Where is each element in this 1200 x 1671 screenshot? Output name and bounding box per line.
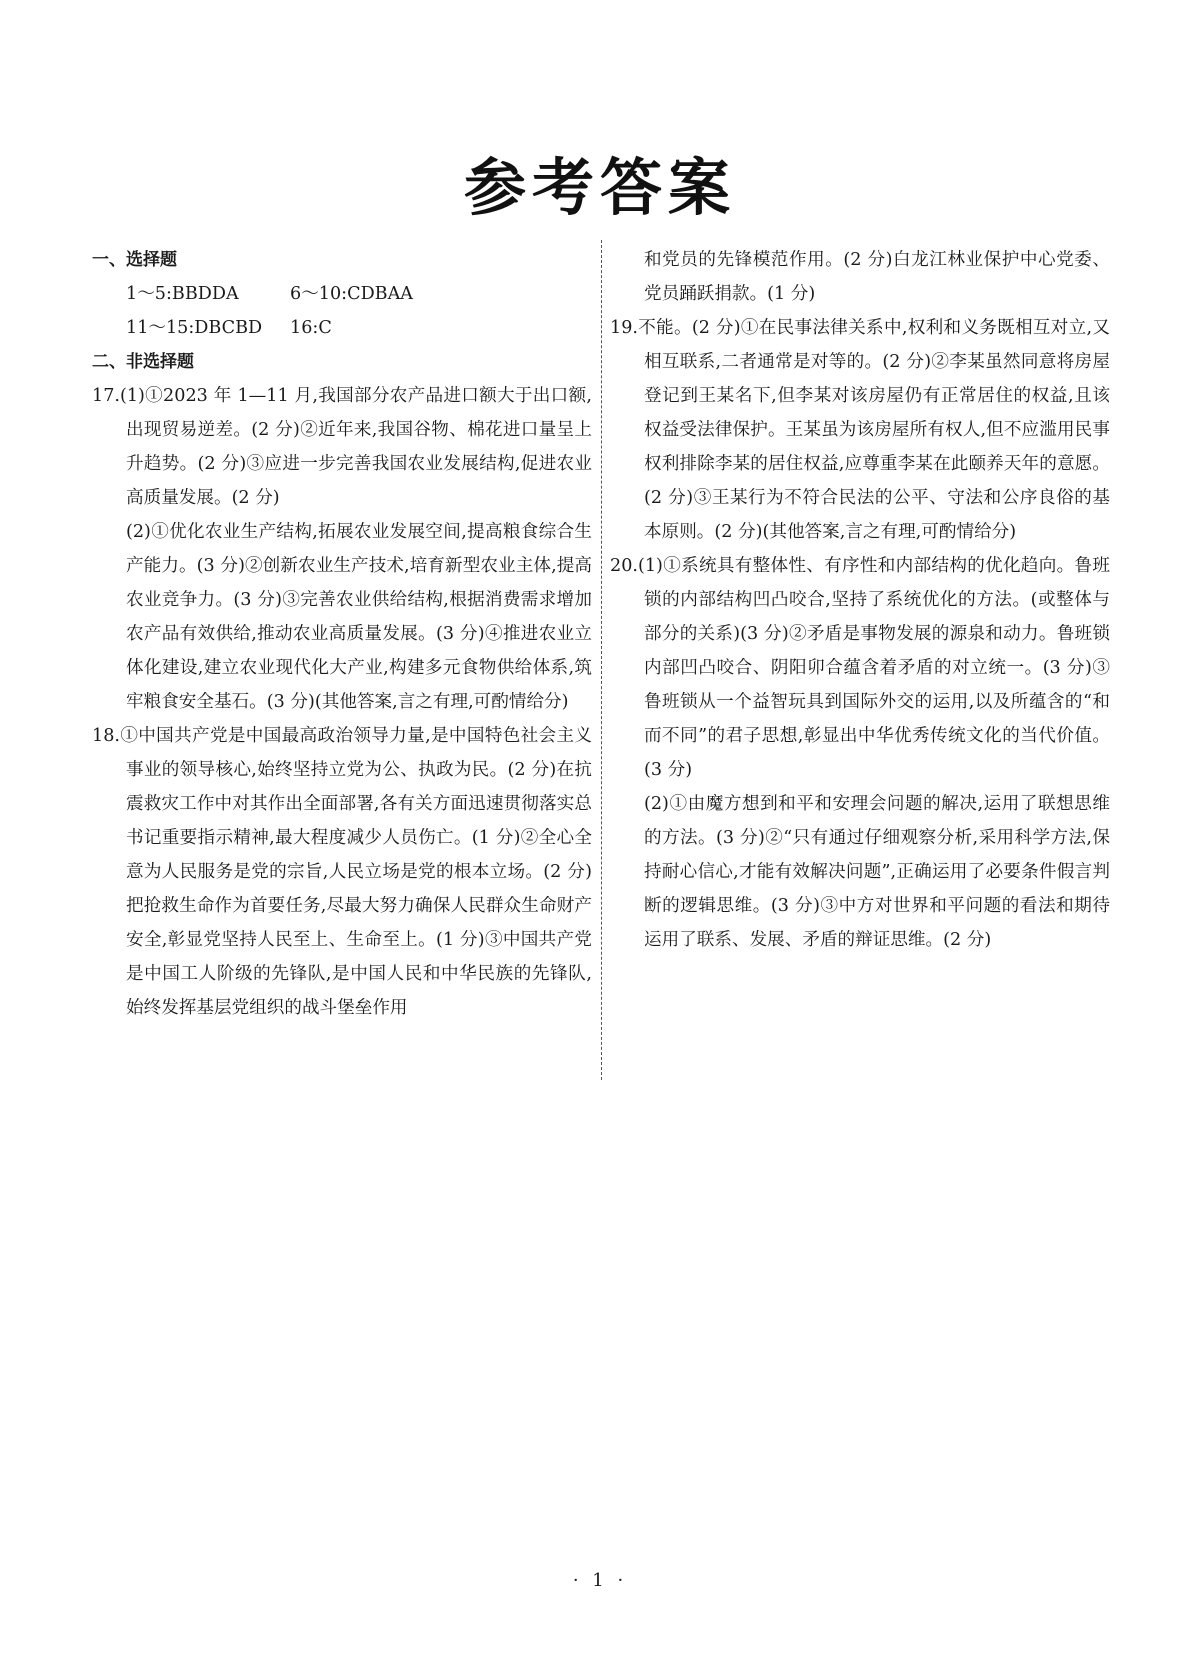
choice-answers-group: 11～15:DBCBD [126, 318, 263, 338]
column-divider [601, 240, 602, 1080]
answer-q20-part1: 20.(1)①系统具有整体性、有序性和内部结构的优化趋向。鲁班锁的内部结构凹凸咬合,坚持了系统优化的方法。(或整体与部分的关系)(3 分)②矛盾是事物发展的源泉和动力。鲁班锁内部凹凸咬合、阴阳卯合蕴含着矛盾的对立统一。(3 分)③鲁班锁从一个益智玩具到国际外交的运用,以及所蕴含的“和而不同”的君子思想,彰显出中华优秀传统文化的当代价值。(3 分) [610, 556, 1110, 780]
choice-answers-group: 16:C [290, 318, 332, 338]
choice-answers-group: 1～5:BBDDA [126, 284, 239, 304]
page-number: · 1 · [572, 1570, 628, 1591]
page-title: 参考答案 [463, 151, 736, 224]
left-column [92, 243, 592, 1025]
answer-q18-part1: 18.①中国共产党是中国最高政治领导力量,是中国特色社会主义事业的领导核心,始终坚持立党为公、执政为民。(2 分)在抗震救灾工作中对其作出全面部署,各有关方面迅速贯彻落实总书记重要指示精神,最大程度减少人员伤亡。(1 分)②全心全意为人民服务是党的宗旨,人民立场是党的根本立场。(2 分)把抢救生命作为首要任务,尽最大努力确保人民群众生命财产安全,彰显党坚持人民至上、生命至上。(1 分)③中国共产党是中国工人阶级的先锋队,是中国人民和中华民族的先锋队,始终发挥基层党组织的战斗堡垒作用 [92, 726, 592, 1018]
answer-q20-part2: (2)①由魔方想到和平和安理会问题的解决,运用了联想思维的方法。(3 分)②“只有通过仔细观察分析,采用科学方法,保持耐心信心,才能有效解决问题”,正确运用了必要条件假言判断的逻辑思维。(3 分)③中方对世界和平问题的看法和期待运用了联系、发展、矛盾的辩证思维。(2 分) [644, 794, 1110, 950]
choice-answers-row-2 [92, 311, 592, 345]
answer-q19: 19.不能。(2 分)①在民事法律关系中,权利和义务既相互对立,又相互联系,二者通常是对等的。(2 分)②李某虽然同意将房屋登记到王某名下,但李某对该房屋仍有正常居住的权益,且该权益受法律保护。王某虽为该房屋所有权人,但不应滥用民事权利排除李某的居住权益,应尊重李某在此颐养天年的意愿。(2 分)③王某行为不符合民法的公平、守法和公序良俗的基本原则。(2 分)(其他答案,言之有理,可酌情给分) [610, 318, 1110, 542]
section-heading-choice: 一、选择题 [92, 250, 177, 270]
answer-q18-continued: 和党员的先锋模范作用。(2 分)白龙江林业保护中心党委、党员踊跃捐款。(1 分) [644, 250, 1110, 304]
choice-answers-row-1 [92, 277, 592, 311]
choice-answers-group: 6～10:CDBAA [290, 284, 414, 304]
answer-q17-part1: 17.(1)①2023 年 1—11 月,我国部分农产品进口额大于出口额,出现贸易逆差。(2 分)②近年来,我国谷物、棉花进口量呈上升趋势。(2 分)③应进一步完善我国农业发展结构,促进农业高质量发展。(2 分) [92, 386, 592, 508]
right-column [610, 243, 1110, 957]
answer-q17-part2: (2)①优化农业生产结构,拓展农业发展空间,提高粮食综合生产能力。(3 分)②创新农业生产技术,培育新型农业主体,提高农业竞争力。(3 分)③完善农业供给结构,根据消费需求增加农产品有效供给,推动农业高质量发展。(3 分)④推进农业立体化建设,建立农业现代化大产业,构建多元食物供给体系,筑牢粮食安全基石。(3 分)(其他答案,言之有理,可酌情给分) [126, 522, 592, 712]
section-heading-nonchoice: 二、非选择题 [92, 352, 194, 372]
